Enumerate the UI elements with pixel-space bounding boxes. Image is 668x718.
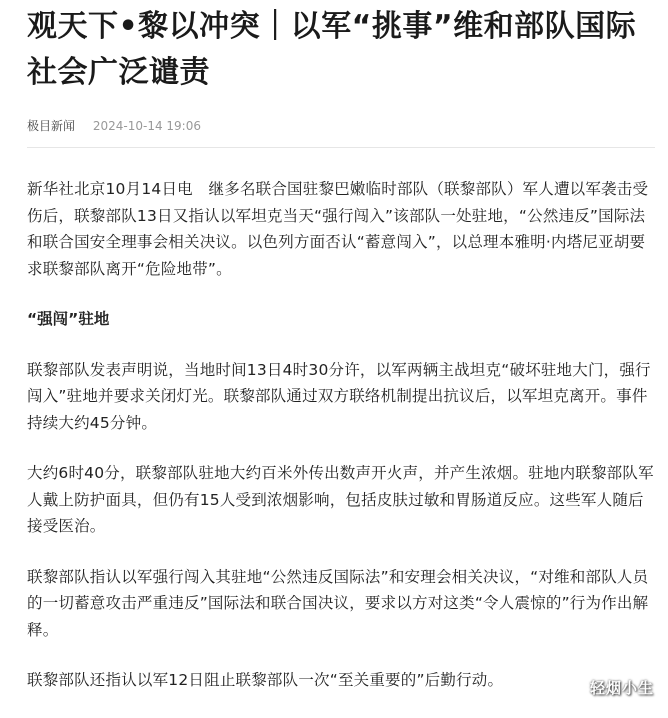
divider — [27, 147, 655, 148]
paragraph: 大约6时40分，联黎部队驻地大约百米外传出数声开火声，并产生浓烟。驻地内联黎部队军人戴上防护面具，但仍有15人受到浓烟影响，包括皮肤过敏和胃肠道反应。这些军人随后接受医治。 — [27, 464, 654, 535]
publish-time: 2024-10-14 19:06 — [92, 119, 201, 133]
article-title: 观天下•黎以冲突｜以军“挑事”维和部队国际社会广泛谴责 — [27, 9, 637, 90]
paragraph: 联黎部队发表声明说，当地时间13日4时30分许，以军两辆主战坦克“破坏驻地大门，强行闯入”驻地并要求关闭灯光。联黎部队通过双方联络机制提出抗议后，以军坦克离开。事件持续大约45分钟。 — [27, 360, 651, 432]
article-body — [27, 176, 655, 694]
paragraph: 联黎部队指认以军强行闯入其驻地“公然违反国际法”和安理会相关决议，“对维和部队人员的一切蓄意攻击严重违反”国际法和联合国决议，要求以方对这类“令人震惊的”行为作出解释。 — [27, 567, 649, 639]
source-name[interactable]: 极目新闻 — [27, 119, 76, 133]
article — [27, 0, 655, 718]
paragraph: 新华社北京10月14日电 继多名联合国驻黎巴嫩临时部队（联黎部队）军人遭以军袭击受伤后，联黎部队13日又指认以军坦克当天“强行闯入”该部队一处驻地，“公然违反”国际法和联合国安全理事会相关决议。以色列方面否认“蓄意闯入”，以总理本雅明·内塔尼亚胡要求联黎部队离开“危险地带”。 — [27, 180, 649, 278]
article-meta — [27, 116, 655, 136]
section-heading: “强闯”驻地 — [27, 310, 110, 328]
watermark: 轻烟小生 — [589, 679, 654, 697]
paragraph: 联黎部队还指认以军12日阻止联黎部队一次“至关重要的”后勤行动。 — [27, 671, 504, 689]
